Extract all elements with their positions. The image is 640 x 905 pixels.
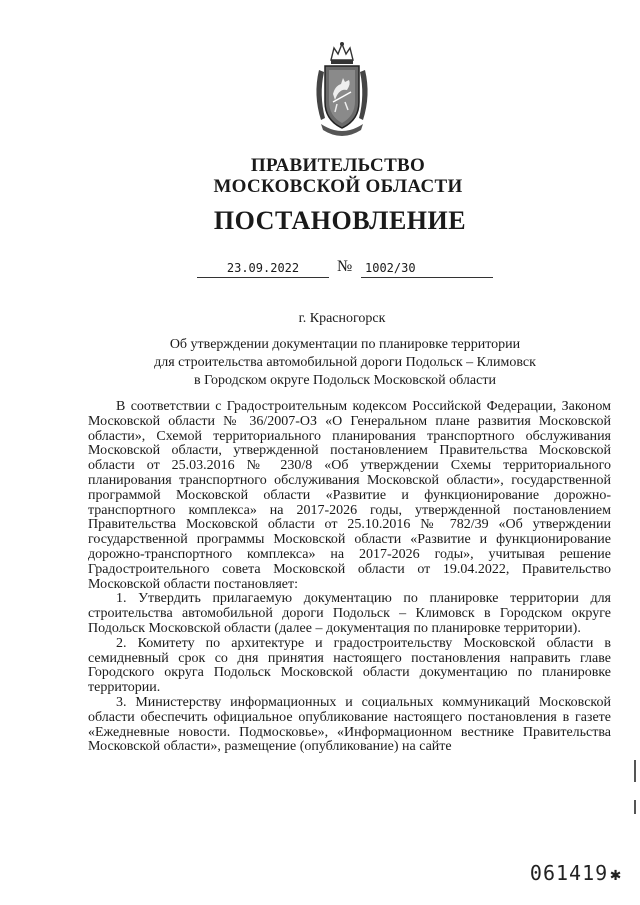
city-name: г. Красногорск (298, 311, 386, 326)
preamble-paragraph: В соответствии с Градостроительным кодексом Российской Федерации, Законом Московской области № 36/2007-ОЗ «О Генеральном плане развития Московской области», Схемой территориального планирования транспортного обслуживания Московской области, утвержденной постановлением Правительства Московской области от 25.03.2016 № 230/8 «Об утверждении Схемы территориального планирования транспортного обслуживания Московской области», государственной программой Московской области «Развитие и функционирование дорожно-транспортного комплекса» на 2017-2026 годы, утвержденной постановлением Правительства Московской области от 25.10.2016 № 782/39 «Об утверждении государственной программы Московской области «Развитие и функционирование дорожно-транспортного комплекса» на 2017-2026 годы», учитывая решение Градостроительного совета Московской области от 19.04.2022, Правительство Московской области постановляет: (88, 399, 611, 592)
clause-1-paragraph: 1. Утвердить прилагаемую документацию по планировке территории для строительства автомобильной дороги Подольск – Климовск в Городском округе Подольск Московской области (далее – документация по планировке территории). (88, 591, 611, 636)
document-body (88, 400, 611, 755)
subject-line2: для строительства автомобильной дороги Подольск – Климовск (154, 355, 536, 370)
subject-line3: в Городском округе Подольск Московской области (194, 373, 496, 388)
scan-margin-mark (634, 760, 636, 782)
serial-number-value: 061419 (529, 861, 609, 885)
government-title-line1: ПРАВИТЕЛЬСТВО (250, 155, 426, 176)
document-type-label: ПОСТАНОВЛЕНИЕ (213, 206, 467, 235)
document-type-heading (0, 206, 640, 236)
scan-margin-mark (634, 800, 636, 814)
government-title (0, 155, 640, 197)
government-title-line2: МОСКОВСКОЙ ОБЛАСТИ (213, 176, 463, 197)
date-number-line (197, 258, 493, 280)
document-date: 23.09.2022 (197, 261, 329, 278)
asterisk-icon: ✱ (610, 864, 622, 885)
city-line (0, 311, 640, 327)
document-subject (110, 336, 580, 390)
serial-number (530, 861, 622, 885)
moscow-oblast-coat-of-arms-icon (311, 40, 373, 140)
clause-2-paragraph: 2. Комитету по архитектуре и градостроительству Московской области в семидневный срок со дня принятия настоящего постановления направить главе Городского округа Подольск Московской области документацию по планировке территории. (88, 635, 611, 696)
number-sign: № (337, 258, 353, 275)
subject-line1: Об утверждении документации по планировке территории (169, 337, 521, 352)
document-number: 1002/30 (361, 261, 493, 278)
clause-3-paragraph: 3. Министерству информационных и социальных коммуникаций Московской области обеспечить официальное опубликование настоящего постановления в газете «Ежедневные новости. Подмосковье», «Информационном вестнике Правительства Московской области», размещение (опубликование) на сайте (88, 694, 611, 755)
